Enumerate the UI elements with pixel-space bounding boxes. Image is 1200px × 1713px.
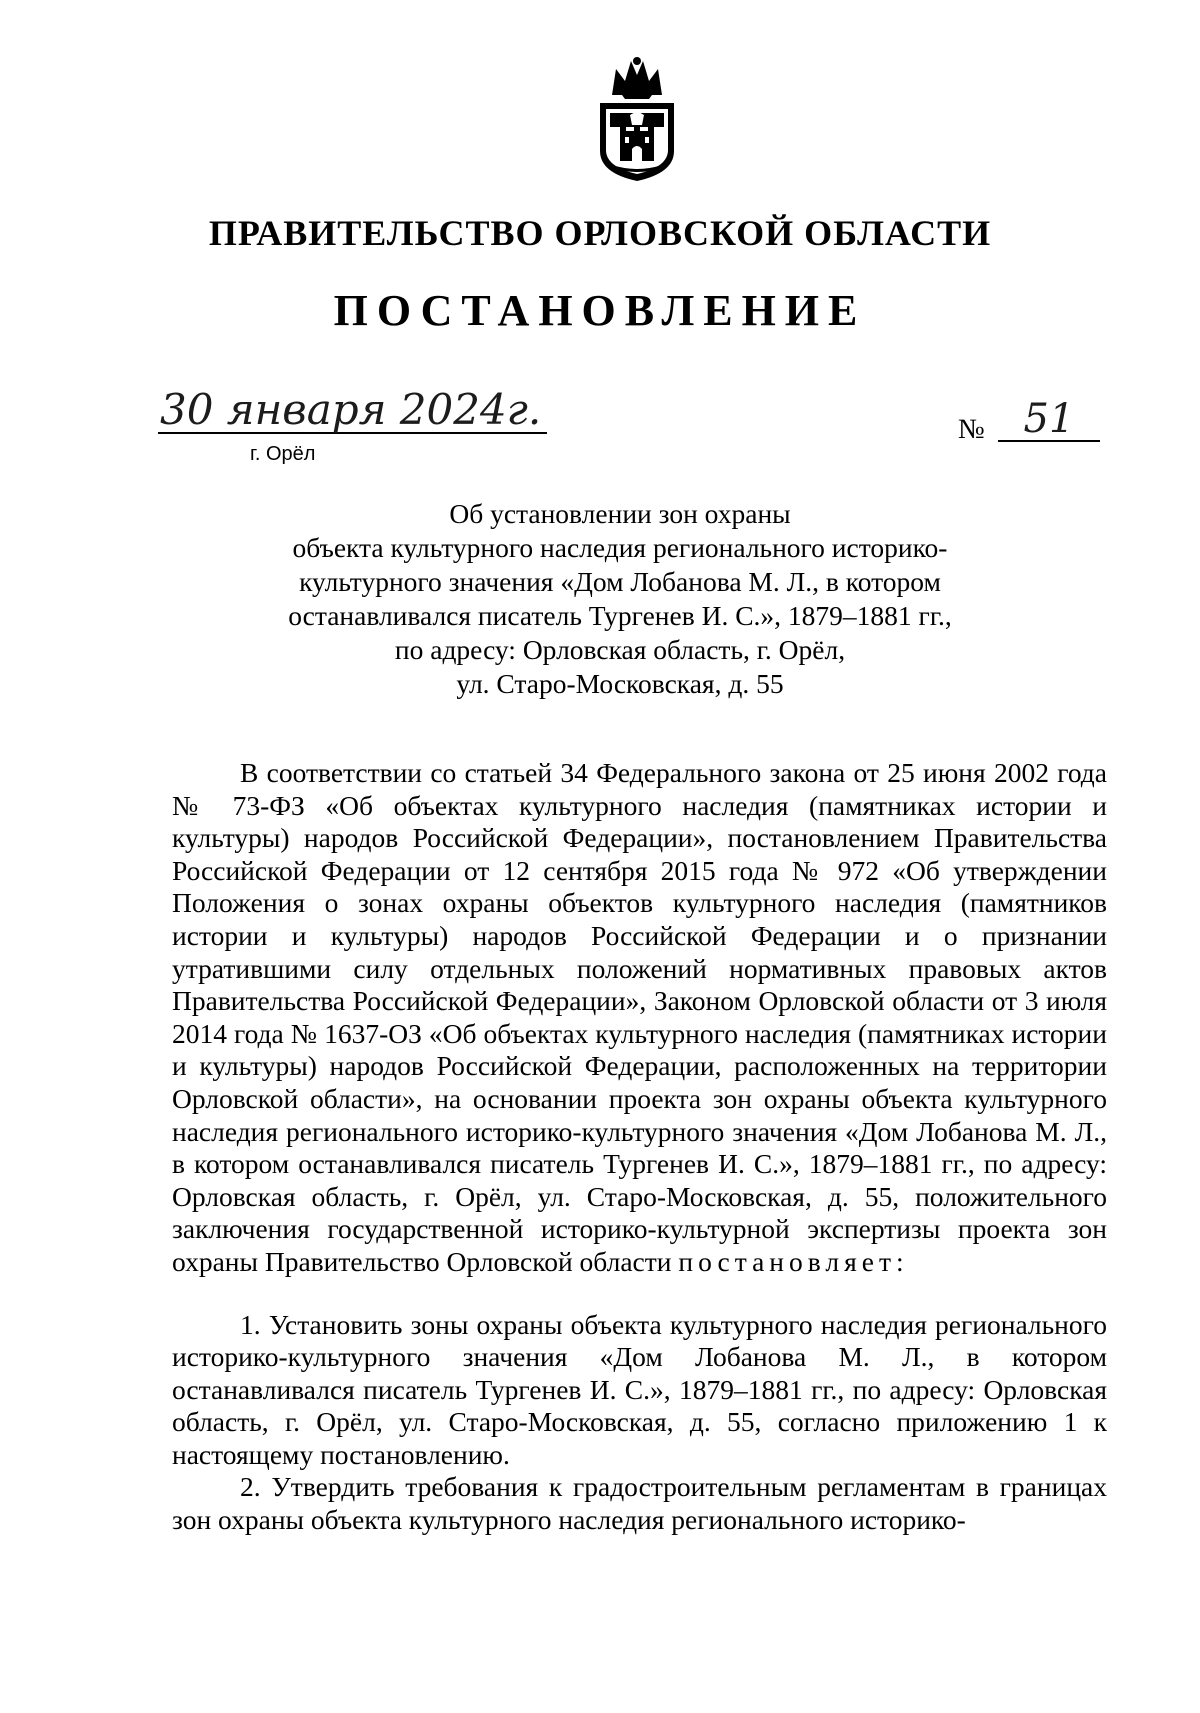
item-2-paragraph: 2. Утвердить требования к градостроительным регламентам в границах зон охраны объекта культурного наследия регионального историко- [172, 1471, 1107, 1536]
title-line: останавливался писатель Тургенев И. С.», 1879–1881 гг., [288, 600, 952, 631]
organization-name: ПРАВИТЕЛЬСТВО ОРЛОВСКОЙ ОБЛАСТИ [208, 213, 992, 253]
title-line: Об установлении зон охраны [449, 498, 791, 529]
document-body [172, 757, 1107, 1537]
title-line: культурного значения «Дом Лобанова М. Л., в котором [299, 566, 941, 597]
document-type: ПОСТАНОВЛЕНИЕ [333, 286, 867, 335]
title-line: объекта культурного наследия регионального историко- [292, 532, 948, 563]
resolves-word: постановляет: [678, 1245, 909, 1277]
handwritten-date: 30 января 2024г. [158, 388, 547, 434]
preamble-paragraph [172, 757, 1107, 1279]
title-line: ул. Старо-Московская, д. 55 [456, 668, 784, 699]
number-label: № [958, 414, 985, 445]
title-line: по адресу: Орловская область, г. Орёл, [394, 634, 846, 665]
issue-city: г. Орёл [250, 443, 316, 465]
preamble-text: В соответствии со статьей 34 Федерального закона от 25 июня 2002 года № 73-ФЗ «Об объектах культурного наследия (памятниках истории и культуры) народов Российской Федерации», постановлением Правительства Российской Федерации от 12 сентября 2015 года № 972 «Об утверждении Положения о зонах охраны объектов культурного наследия (памятников истории и культуры) народов Российской Федерации и о признании утратившими силу отдельных положений нормативных правовых актов Правительства Российской Федерации», Законом Орловской области от 3 июля 2014 года № 1637-ОЗ «Об объектах культурного наследия (памятниках истории и культуры) народов Российской Федерации, расположенных на территории Орловской области», на основании проекта зон охраны объекта культурного наследия регионального историко-культурного значения «Дом Лобанова М. Л., в котором останавливался писатель Тургенев И. С.», 1879–1881 гг., по адресу: Орловская область, г. Орёл, ул. Старо-Московская, д. 55, положительного заключения государственной историко-культурной экспертизы проекта зон охраны Правительство Орловской области [172, 757, 1107, 1277]
coat-of-arms-icon [592, 55, 682, 185]
handwritten-document-number: 51 [998, 398, 1100, 442]
document-title [240, 497, 1000, 701]
item-1-paragraph: 1. Установить зоны охраны объекта культурного наследия регионального историко-культурного значения «Дом Лобанова М. Л., в котором останавливался писатель Тургенев И. С.», 1879–1881 гг., по адресу: Орловская область, г. Орёл, ул. Старо-Московская, д. 55, согласно приложению 1 к настоящему постановлению. [172, 1308, 1107, 1470]
